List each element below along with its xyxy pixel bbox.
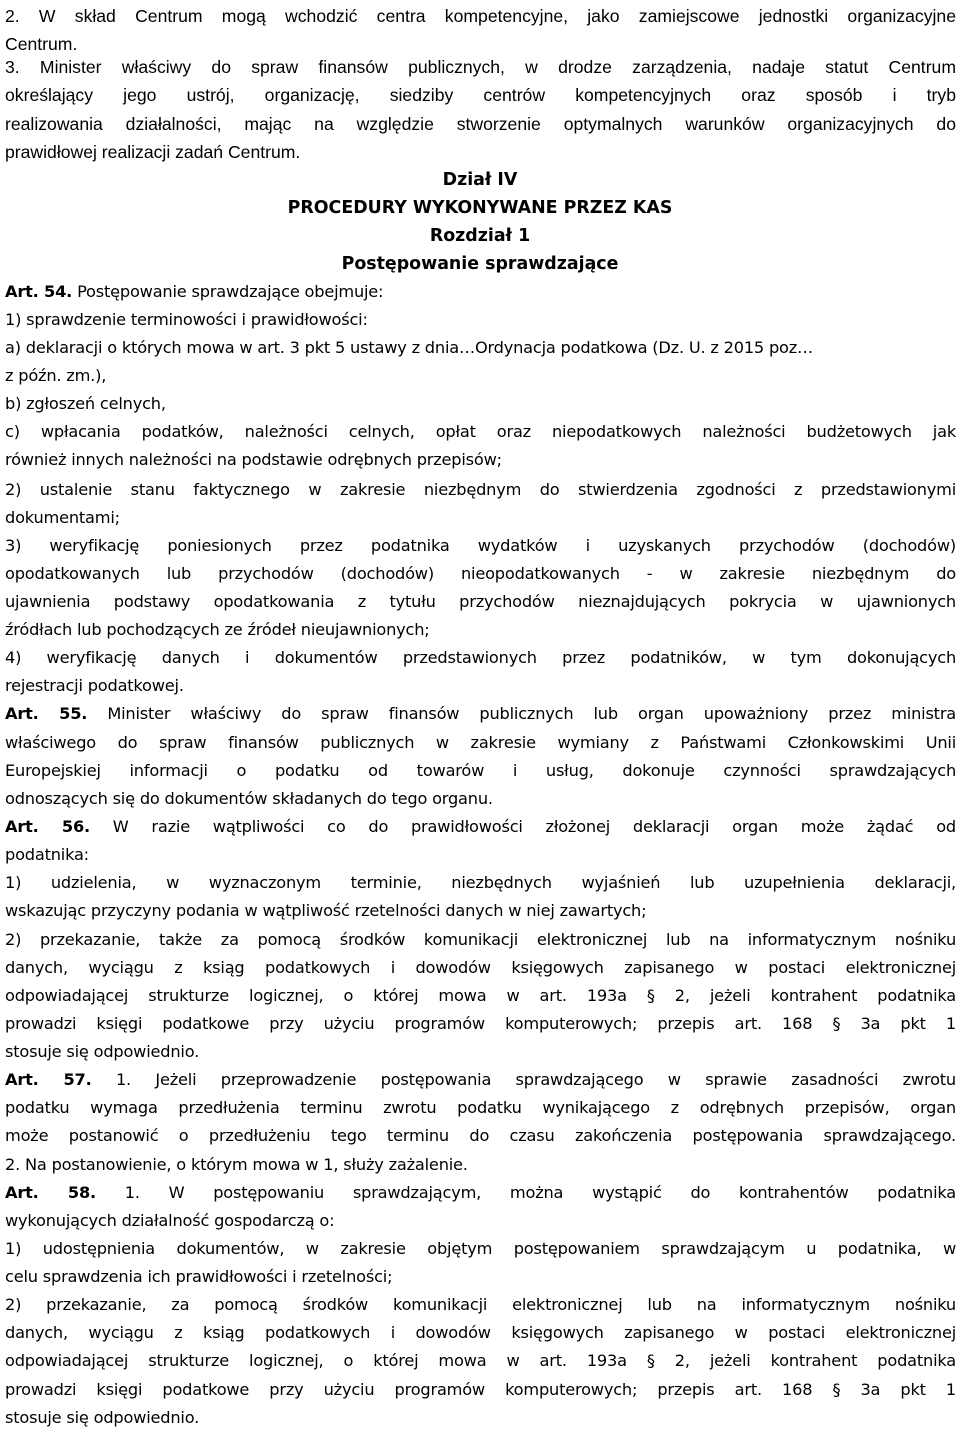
section-title: PROCEDURY WYKONYWANE PRZEZ KAS xyxy=(287,198,673,218)
article-text: 1. W postępowaniu sprawdzającym, można wystąpić do kontrahentów podatnika xyxy=(95,1183,956,1202)
article-number: Art. 57. xyxy=(5,1070,92,1089)
article-text: 1. Jeżeli przeprowadzenie postępowania sprawdzającego w sprawie zasadności zwrotu xyxy=(91,1070,956,1089)
text-line: 1) udzielenia, w wyznaczonym terminie, niezbędnych wyjaśnień lub uzupełnienia deklaracji, xyxy=(5,873,956,892)
text-line: prawidłowej realizacji zadań Centrum. xyxy=(5,142,301,162)
text-line: a) deklaracji o których mowa w art. 3 pkt 5 ustawy z dnia…Ordynacja podatkowa (Dz. U. z 2015 poz… xyxy=(5,338,814,357)
article-line xyxy=(5,1066,956,1094)
text-line: odpowiadającej strukturze logicznej, o której mowa w art. 193a § 2, jeżeli kontrahent podatnika xyxy=(5,986,956,1005)
text-line: prowadzi księgi podatkowe przy użyciu programów komputerowych; przepis art. 168 § 3a pkt 1 xyxy=(5,1014,956,1033)
text-line: 2. Na postanowienie, o którym mowa w 1, służy zażalenie. xyxy=(5,1155,468,1174)
text-line: stosuje się odpowiednio. xyxy=(5,1408,200,1427)
article-line xyxy=(5,700,956,728)
text-line: 2) przekazanie, za pomocą środków komunikacji elektronicznej lub na informatycznym nośniku xyxy=(5,1295,956,1314)
text-line: stosuje się odpowiednio. xyxy=(5,1042,200,1061)
article-line xyxy=(5,813,956,841)
text-line: b) zgłoszeń celnych, xyxy=(5,394,166,413)
article-line xyxy=(5,1179,956,1207)
text-line: wskazując przyczyny podania w wątpliwość rzetelności danych w niej zawartych; xyxy=(5,901,647,920)
text-line: 1) sprawdzenie terminowości i prawidłowości: xyxy=(5,310,368,329)
text-line: odpowiadającej strukturze logicznej, o której mowa w art. 193a § 2, jeżeli kontrahent podatnika xyxy=(5,1351,956,1370)
text-line: Centrum. xyxy=(5,34,78,54)
text-line: odnoszących się do dokumentów składanych do tego organu. xyxy=(5,789,493,808)
article-number: Art. 55. xyxy=(5,704,88,723)
article-text: W razie wątpliwości co do prawidłowości złożonej deklaracji organ może żądać od xyxy=(89,817,956,836)
text-line: może postanowić o przedłużeniu tego terminu do czasu zakończenia postępowania sprawdzającego. xyxy=(5,1126,956,1145)
text-line: Europejskiej informacji o podatku od towarów i usług, dokonuje czynności sprawdzających xyxy=(5,761,956,780)
text-line: podatku wymaga przedłużenia terminu zwrotu podatku wynikającego z odrębnych przepisów, organ xyxy=(5,1098,956,1117)
text-line: ujawnienia podstawy opodatkowania z tytułu przychodów nieznajdujących pokrycia w ujawnionych xyxy=(5,592,956,611)
text-line: 2. W skład Centrum mogą wchodzić centra kompetencyjne, jako zamiejscowe jednostki organizacyjne xyxy=(5,6,956,26)
text-line: celu sprawdzenia ich prawidłowości i rzetelności; xyxy=(5,1267,393,1286)
text-line: 3. Minister właściwy do spraw finansów publicznych, w drodze zarządzenia, nadaje statut Centrum xyxy=(5,57,956,77)
text-line: z późn. zm.), xyxy=(5,366,107,385)
text-line: 1) udostępnienia dokumentów, w zakresie objętym postępowaniem sprawdzającym u podatnika, w xyxy=(5,1239,956,1258)
text-line: 3) weryfikację poniesionych przez podatnika wydatków i uzyskanych przychodów (dochodów) xyxy=(5,536,956,555)
text-line: prowadzi księgi podatkowe przy użyciu programów komputerowych; przepis art. 168 § 3a pkt 1 xyxy=(5,1380,956,1399)
text-line: 2) przekazanie, także za pomocą środków komunikacji elektronicznej lub na informatycznym nośniku xyxy=(5,930,956,949)
chapter-heading: Rozdział 1 xyxy=(429,226,531,246)
text-line: 4) weryfikację danych i dokumentów przedstawionych przez podatników, w tym dokonujących xyxy=(5,648,956,667)
text-line: wykonujących działalność gospodarczą o: xyxy=(5,1211,335,1230)
chapter-title: Postępowanie sprawdzające xyxy=(341,254,619,274)
text-line: źródłach lub pochodzących ze źródeł nieujawnionych; xyxy=(5,620,430,639)
text-line: danych, wyciągu z ksiąg podatkowych i dowodów księgowych zapisanego w postaci elektronicznej xyxy=(5,958,956,977)
text-line: danych, wyciągu z ksiąg podatkowych i dowodów księgowych zapisanego w postaci elektronicznej xyxy=(5,1323,956,1342)
text-line: 2) ustalenie stanu faktycznego w zakresie niezbędnym do stwierdzenia zgodności z przedstawionymi xyxy=(5,480,956,499)
article-text: Postępowanie sprawdzające obejmuje: xyxy=(72,282,384,301)
section-heading: Dział IV xyxy=(442,170,518,190)
article-line xyxy=(5,278,956,306)
text-line: c) wpłacania podatków, należności celnych, opłat oraz niepodatkowych należności budżetowych jak xyxy=(5,422,956,441)
text-line: realizowania działalności, mając na względzie stworzenie optymalnych warunków organizacyjnych do xyxy=(5,114,956,134)
text-line: właściwego do spraw finansów publicznych w zakresie wymiany z Państwami Członkowskimi Unii xyxy=(5,733,956,752)
article-number: Art. 58. xyxy=(5,1183,96,1202)
article-number: Art. 56. xyxy=(5,817,90,836)
article-number: Art. 54. xyxy=(5,282,73,301)
text-line: również innych należności na podstawie odrębnych przepisów; xyxy=(5,450,502,469)
text-line: rejestracji podatkowej. xyxy=(5,676,184,695)
text-line: określający jego ustrój, organizację, siedziby centrów kompetencyjnych oraz sposób i tryb xyxy=(5,85,956,105)
article-text: Minister właściwy do spraw finansów publicznych lub organ upoważniony przez ministra xyxy=(87,704,956,723)
text-line: podatnika: xyxy=(5,845,89,864)
text-line: opodatkowanych lub przychodów (dochodów) nieopodatkowanych - w zakresie niezbędnym do xyxy=(5,564,956,583)
text-line: dokumentami; xyxy=(5,508,120,527)
